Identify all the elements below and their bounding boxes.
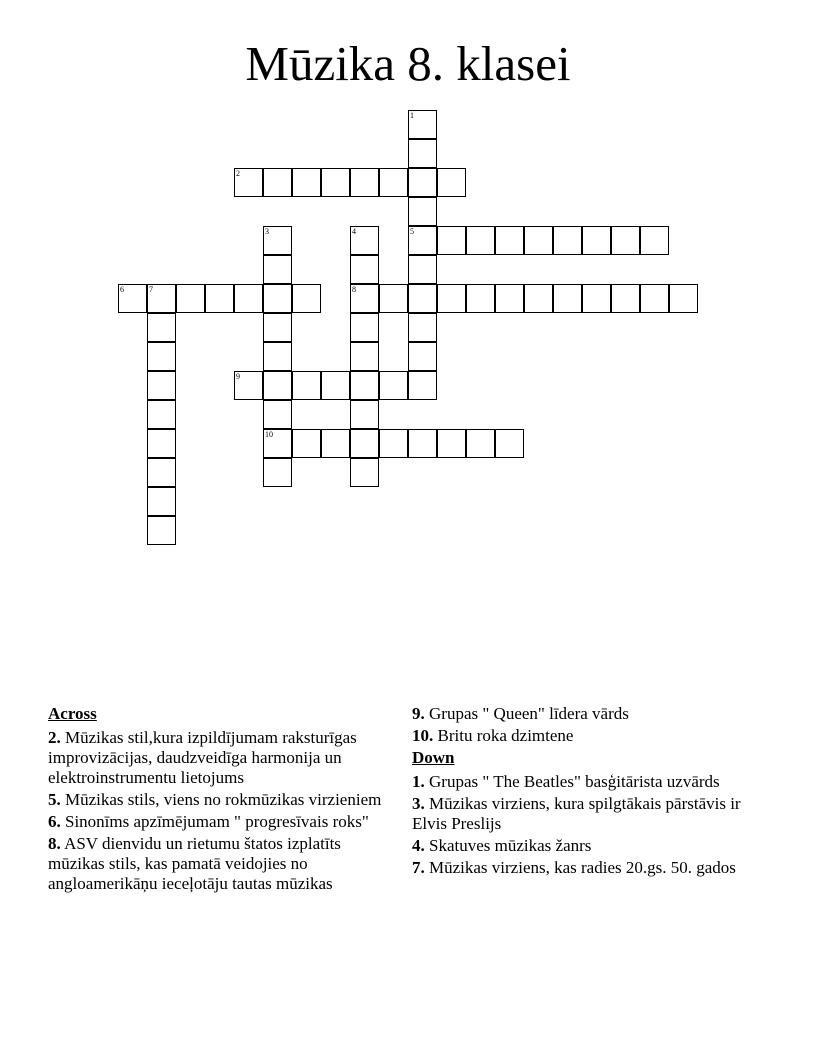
grid-cell[interactable] (350, 429, 379, 458)
grid-cell[interactable] (553, 284, 582, 313)
clue-number: 1. (412, 772, 425, 791)
grid-cell[interactable] (437, 429, 466, 458)
grid-cell[interactable] (495, 429, 524, 458)
across-heading: Across (48, 704, 97, 723)
clue-number: 2 (236, 169, 240, 178)
grid-cell[interactable] (524, 226, 553, 255)
down-heading: Down (412, 748, 455, 767)
grid-cell[interactable] (176, 284, 205, 313)
across-clue-list (48, 728, 398, 894)
clue-number: 7 (149, 285, 153, 294)
clue-number: 8. (48, 834, 61, 853)
grid-cell[interactable] (263, 168, 292, 197)
grid-cell[interactable] (263, 255, 292, 284)
clue-number: 7. (412, 858, 425, 877)
clue-text: Sinonīms apzīmējumam " progresīvais roks" (65, 812, 369, 831)
clue-item (48, 790, 398, 810)
grid-cell[interactable] (147, 487, 176, 516)
clue-number: 6 (120, 285, 124, 294)
grid-cell[interactable] (263, 400, 292, 429)
grid-cell[interactable] (147, 429, 176, 458)
clue-number: 3. (412, 794, 425, 813)
clue-number: 10. (412, 726, 434, 745)
clue-item (412, 726, 752, 746)
grid-cell[interactable] (147, 313, 176, 342)
clue-item (48, 728, 398, 788)
grid-cell[interactable] (408, 226, 437, 255)
clue-item (412, 836, 752, 856)
grid-cell[interactable] (466, 284, 495, 313)
grid-cell[interactable] (147, 458, 176, 487)
grid-cell[interactable] (408, 139, 437, 168)
grid-cell[interactable] (263, 371, 292, 400)
grid-cell[interactable] (524, 284, 553, 313)
grid-cell[interactable] (669, 284, 698, 313)
grid-cell[interactable] (321, 168, 350, 197)
grid-cell[interactable] (408, 371, 437, 400)
clue-text: Mūzikas virziens, kas radies 20.gs. 50. gados (429, 858, 736, 877)
grid-cell[interactable] (350, 284, 379, 313)
grid-cell[interactable] (263, 458, 292, 487)
clue-item (412, 794, 752, 834)
grid-cell[interactable] (640, 226, 669, 255)
clue-text: Skatuves mūzikas žanrs (429, 836, 592, 855)
grid-cell[interactable] (147, 400, 176, 429)
grid-cell[interactable] (292, 429, 321, 458)
grid-cell[interactable] (263, 429, 292, 458)
grid-cell[interactable] (495, 226, 524, 255)
grid-cell[interactable] (263, 313, 292, 342)
grid-cell[interactable] (408, 255, 437, 284)
grid-cell[interactable] (350, 342, 379, 371)
clue-text: ASV dienvidu un rietumu štatos izplatīts mūzikas stils, kas pamatā veidojies no angloamerikāņu ieceļotāju tautas mūzikas (48, 834, 341, 893)
grid-cell[interactable] (408, 284, 437, 313)
grid-cell[interactable] (263, 226, 292, 255)
grid-cell[interactable] (408, 110, 437, 139)
grid-cell[interactable] (205, 284, 234, 313)
grid-cell[interactable] (611, 226, 640, 255)
grid-cell[interactable] (553, 226, 582, 255)
grid-cell[interactable] (408, 197, 437, 226)
grid-cell[interactable] (408, 342, 437, 371)
clue-item (48, 812, 398, 832)
clue-number: 4. (412, 836, 425, 855)
grid-cell[interactable] (234, 371, 263, 400)
grid-cell[interactable] (350, 400, 379, 429)
clue-number: 8 (352, 285, 356, 294)
grid-cell[interactable] (611, 284, 640, 313)
grid-cell[interactable] (292, 168, 321, 197)
clue-number: 9. (412, 704, 425, 723)
grid-cell[interactable] (495, 284, 524, 313)
grid-cell[interactable] (234, 168, 263, 197)
grid-cell[interactable] (437, 226, 466, 255)
grid-cell[interactable] (147, 371, 176, 400)
grid-cell[interactable] (321, 429, 350, 458)
grid-cell[interactable] (408, 168, 437, 197)
grid-cell[interactable] (408, 429, 437, 458)
grid-cell[interactable] (118, 284, 147, 313)
clue-number: 9 (236, 372, 240, 381)
clue-text: Mūzikas stils, viens no rokmūzikas virzieniem (65, 790, 382, 809)
clue-number: 5. (48, 790, 61, 809)
grid-cell[interactable] (582, 284, 611, 313)
grid-cell[interactable] (408, 313, 437, 342)
grid-cell[interactable] (466, 226, 495, 255)
clue-number: 2. (48, 728, 61, 747)
clue-text: Grupas " The Beatles" basģitārista uzvārds (429, 772, 720, 791)
grid-cell[interactable] (350, 255, 379, 284)
clue-text: Grupas " Queen" līdera vārds (429, 704, 629, 723)
clue-item (412, 772, 752, 792)
grid-cell[interactable] (437, 284, 466, 313)
grid-cell[interactable] (263, 284, 292, 313)
clue-number: 4 (352, 227, 356, 236)
grid-cell[interactable] (147, 342, 176, 371)
grid-cell[interactable] (379, 168, 408, 197)
grid-cell[interactable] (147, 516, 176, 545)
grid-cell[interactable] (437, 168, 466, 197)
grid-cell[interactable] (350, 226, 379, 255)
clue-text: Britu roka dzimtene (437, 726, 574, 745)
grid-cell[interactable] (350, 168, 379, 197)
page-title: Mūzika 8. klasei (245, 36, 571, 91)
clue-item (412, 858, 752, 878)
grid-cell[interactable] (379, 371, 408, 400)
grid-cell[interactable] (582, 226, 611, 255)
grid-cell[interactable] (292, 284, 321, 313)
clues-left-column (48, 704, 398, 896)
clues-right-column (412, 704, 752, 880)
grid-cell[interactable] (292, 371, 321, 400)
grid-cell[interactable] (147, 284, 176, 313)
grid-cell[interactable] (263, 342, 292, 371)
across-clue-list-continued (412, 704, 752, 746)
grid-cell[interactable] (350, 371, 379, 400)
clue-number: 10 (265, 430, 273, 439)
down-clue-list (412, 772, 752, 878)
grid-cell[interactable] (350, 458, 379, 487)
grid-cell[interactable] (379, 284, 408, 313)
clue-number: 6. (48, 812, 61, 831)
clue-item (48, 834, 398, 894)
clue-text: Mūzikas virziens, kura spilgtākais pārstāvis ir Elvis Preslijs (412, 794, 741, 833)
clue-number: 1 (410, 111, 414, 120)
grid-cell[interactable] (379, 429, 408, 458)
grid-cell[interactable] (466, 429, 495, 458)
grid-cell[interactable] (640, 284, 669, 313)
clue-item (412, 704, 752, 724)
grid-cell[interactable] (234, 284, 263, 313)
grid-cell[interactable] (321, 371, 350, 400)
clue-number: 3 (265, 227, 269, 236)
grid-cell[interactable] (350, 313, 379, 342)
clue-text: Mūzikas stil,kura izpildījumam raksturīgas improvizācijas, daudzveidīga harmonija un elektroinstrumentu lietojums (48, 728, 357, 787)
clue-number: 5 (410, 227, 414, 236)
